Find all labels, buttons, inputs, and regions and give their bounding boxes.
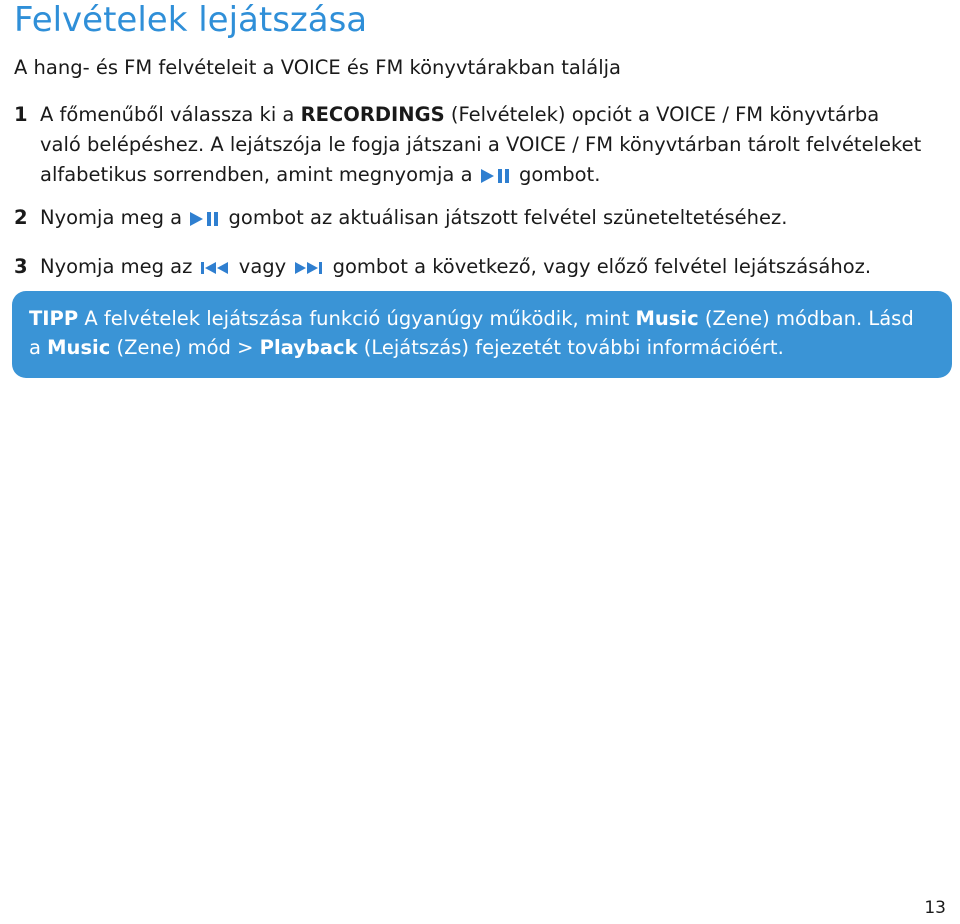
step-3 xyxy=(14,252,871,282)
tip-text: A felvételek lejátszása funkció úgyanúgy működik, mint xyxy=(78,307,636,330)
music-label: Music xyxy=(47,336,111,359)
tip-text: a xyxy=(29,336,48,359)
tip-line-1 xyxy=(29,304,952,333)
page-title: Felvételek lejátszása xyxy=(14,0,368,40)
step-number: 3 xyxy=(14,255,28,278)
step-text: Nyomja meg a xyxy=(40,206,183,229)
step-number: 1 xyxy=(14,103,28,126)
page-number: 13 xyxy=(924,898,946,918)
music-label: Music xyxy=(635,307,699,330)
step-1-line-3 xyxy=(14,160,921,190)
next-icon xyxy=(293,260,325,276)
step-text: (Felvételek) opciót a VOICE / FM könyvtárba xyxy=(444,103,880,126)
step-1-line-2: való belépéshez. A lejátszója le fogja játszani a VOICE / FM könyvtárban tárolt felvételeket xyxy=(40,133,922,156)
step-2 xyxy=(14,203,787,233)
playback-label: Playback xyxy=(259,336,358,359)
tip-text: (Zene) mód > xyxy=(110,336,260,359)
step-text: alfabetikus sorrendben, amint megnyomja a xyxy=(40,163,473,186)
step-number: 2 xyxy=(14,206,28,229)
step-text: gombot. xyxy=(518,163,601,186)
tip-text: (Lejátszás) fejezetét további információért. xyxy=(357,336,784,359)
tip-box xyxy=(12,291,952,378)
step-3-line xyxy=(14,252,871,282)
step-1 xyxy=(14,100,921,190)
step-2-line xyxy=(14,203,787,233)
step-1-line-1 xyxy=(14,100,921,130)
recordings-label: RECORDINGS xyxy=(300,103,445,126)
step-text: gombot a következő, vagy előző felvétel lejátszásához. xyxy=(332,255,872,278)
previous-icon xyxy=(200,260,232,276)
step-text: A főmenűből válassza ki a xyxy=(40,103,301,126)
play-pause-icon xyxy=(480,168,512,184)
step-text: gombot az aktuálisan játszott felvétel szüneteltetéséhez. xyxy=(228,206,788,229)
tip-text: (Zene) módban. Lásd xyxy=(698,307,914,330)
tip-label: TIPP xyxy=(29,307,79,330)
tip-line-2 xyxy=(29,333,952,362)
step-text: Nyomja meg az xyxy=(40,255,193,278)
step-text: vagy xyxy=(238,255,287,278)
intro-text: A hang- és FM felvételeit a VOICE és FM könyvtárakban találja xyxy=(14,56,621,79)
play-pause-icon xyxy=(189,211,221,227)
